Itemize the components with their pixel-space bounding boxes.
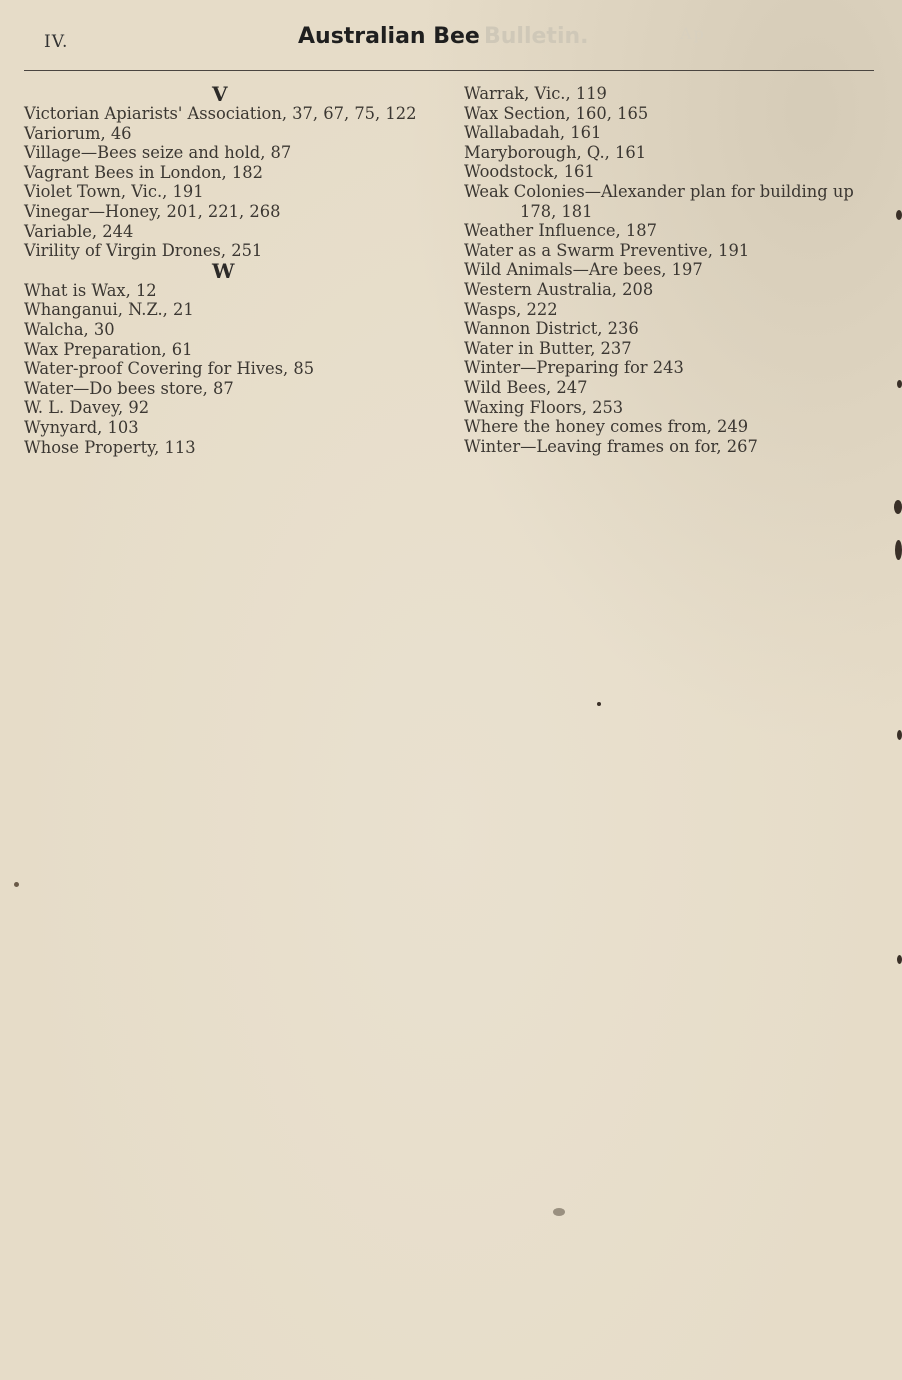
index-entry: Wax Preparation, 61	[24, 339, 193, 359]
paper-speck	[895, 540, 902, 560]
paper-speck	[553, 1208, 565, 1216]
index-entry: Whanganui, N.Z., 21	[24, 300, 194, 320]
index-entry: Woodstock, 161	[464, 162, 595, 182]
paper-speck	[896, 210, 902, 220]
section-v-list	[24, 104, 444, 261]
section-letter-w: W	[212, 258, 236, 283]
paper-speck	[897, 955, 902, 964]
index-entry: Warrak, Vic., 119	[464, 84, 607, 103]
index-entry: Western Australia, 208	[464, 279, 654, 299]
index-entry: Wannon District, 236	[464, 319, 639, 339]
index-entry: Wax Section, 160, 165	[464, 103, 649, 123]
index-entry: Water—Do bees store, 87	[24, 378, 234, 398]
index-entry: Water-proof Covering for Hives, 85	[24, 359, 315, 379]
section-letter-v: V	[212, 82, 229, 106]
index-entry: Weak Colonies—Alexander plan for building up	[464, 181, 854, 201]
index-entry: Weather Influence, 187	[464, 221, 657, 241]
paper-speck	[894, 500, 902, 514]
index-entry: Violet Town, Vic., 191	[24, 182, 204, 202]
index-entry: Whose Property, 113	[24, 437, 196, 457]
index-entry: W. L. Davey, 92	[24, 398, 150, 418]
paper-speck	[14, 882, 19, 887]
running-title-faded: Bulletin.	[484, 24, 589, 49]
index-entry: Water as a Swarm Preventive, 191	[464, 240, 750, 260]
index-entry: Vinegar—Honey, 201, 221, 268	[24, 201, 281, 221]
index-entry: Wallabadah, 161	[464, 123, 602, 143]
index-entry: Wild Animals—Are bees, 197	[464, 260, 703, 280]
index-entry: What is Wax, 12	[24, 280, 157, 300]
index-entry: Winter—Preparing for 243	[464, 358, 684, 378]
index-entry: Village—Bees seize and hold, 87	[24, 143, 292, 163]
header-rule	[24, 70, 874, 71]
index-entry: Winter—Leaving frames on for, 267	[464, 436, 758, 456]
index-column-right	[464, 84, 884, 456]
paper-speck	[597, 702, 601, 706]
page-number: IV.	[44, 32, 69, 52]
index-entry: Victorian Apiarists' Association, 37, 67, 75, 122	[24, 104, 417, 123]
index-column-left	[24, 84, 444, 457]
index-entry: Wynyard, 103	[24, 417, 139, 437]
section-w-list	[24, 281, 444, 457]
index-entry: Vagrant Bees in London, 182	[24, 162, 263, 182]
index-entry: Walcha, 30	[24, 319, 115, 339]
index-entry-continuation: 178, 181	[520, 201, 593, 221]
index-entry: Water in Butter, 237	[464, 338, 632, 358]
index-entry: Variorum, 46	[24, 123, 132, 143]
index-entry: Variable, 244	[24, 221, 134, 241]
faded-stamp: Ap	[680, 24, 706, 43]
index-entry: Where the honey comes from, 249	[464, 417, 749, 437]
running-title: Australian Bee	[298, 24, 480, 49]
page-header	[0, 22, 902, 62]
index-entry: Wild Bees, 247	[464, 377, 588, 397]
index-entry: Maryborough, Q., 161	[464, 142, 647, 162]
paper-speck	[897, 730, 902, 740]
index-entry: Wasps, 222	[464, 299, 558, 319]
index-entry: Waxing Floors, 253	[464, 397, 624, 417]
paper-speck	[897, 380, 902, 388]
index-entry: Virility of Virgin Drones, 251	[24, 241, 263, 261]
